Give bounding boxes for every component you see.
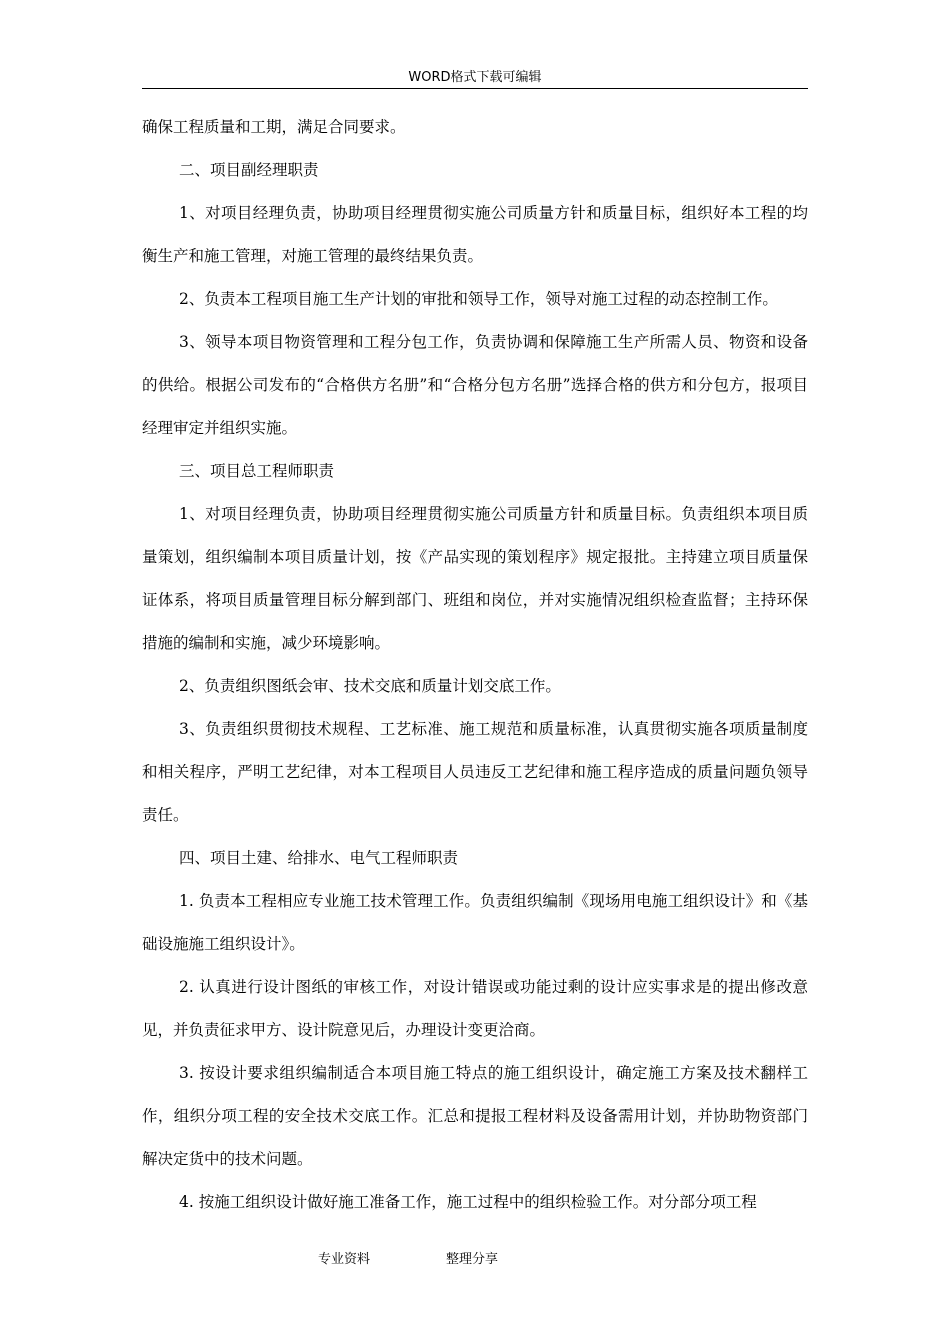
paragraph: 三、项目总工程师职责: [179, 462, 335, 480]
page-header: WORD格式下载可编辑: [408, 70, 542, 85]
paragraph: 1、对项目经理负责，协助项目经理贯彻实施公司质量方针和质量目标，组织好本工程的均衡生产和施工管理，对施工管理的最终结果负责。: [142, 204, 808, 265]
paragraph: 四、项目土建、给排水、电气工程师职责: [179, 849, 459, 867]
footer-right-text: 整理分享: [446, 1252, 499, 1267]
paragraph: 2、负责组织图纸会审、技术交底和质量计划交底工作。: [179, 677, 561, 695]
footer-left-text: 专业资料: [318, 1252, 371, 1267]
paragraph: 3、负责组织贯彻技术规程、工艺标准、施工规范和质量标准，认真贯彻实施各项质量制度和相关程序，严明工艺纪律，对本工程项目人员违反工艺纪律和施工程序造成的质量问题负领导责任。: [142, 720, 808, 824]
paragraph: 3. 按设计要求组织编制适合本项目施工特点的施工组织设计，确定施工方案及技术翻样工作，组织分项工程的安全技术交底工作。汇总和提报工程材料及设备需用计划，并协助物资部门解决定货中的技术问题。: [142, 1064, 808, 1168]
paragraph: 1、对项目经理负责，协助项目经理贯彻实施公司质量方针和质量目标。负责组织本项目质量策划，组织编制本项目质量计划，按《产品实现的策划程序》规定报批。主持建立项目质量保证体系，将项目质量管理目标分解到部门、班组和岗位，并对实施情况组织检查监督；主持环保措施的编制和实施，减少环境影响。: [142, 505, 808, 652]
header-divider: [142, 88, 808, 89]
document-body: [142, 106, 808, 1224]
paragraph: 2. 认真进行设计图纸的审核工作，对设计错误或功能过剩的设计应实事求是的提出修改意见，并负责征求甲方、设计院意见后，办理设计变更洽商。: [142, 978, 808, 1039]
paragraph: 1. 负责本工程相应专业施工技术管理工作。负责组织编制《现场用电施工组织设计》和《基础设施施工组织设计》。: [142, 892, 808, 953]
paragraph: 4. 按施工组织设计做好施工准备工作，施工过程中的组织检验工作。对分部分项工程: [179, 1193, 757, 1211]
paragraph: 确保工程质量和工期，满足合同要求。: [142, 118, 406, 136]
page-footer: [0, 1244, 950, 1270]
paragraph: 3、领导本项目物资管理和工程分包工作，负责协调和保障施工生产所需人员、物资和设备的供给。根据公司发布的“合格供方名册”和“合格分包方名册”选择合格的供方和分包方，报项目经理审定并组织实施。: [142, 333, 808, 437]
paragraph: 二、项目副经理职责: [179, 161, 319, 179]
paragraph: 2、负责本工程项目施工生产计划的审批和领导工作，领导对施工过程的动态控制工作。: [179, 290, 778, 308]
